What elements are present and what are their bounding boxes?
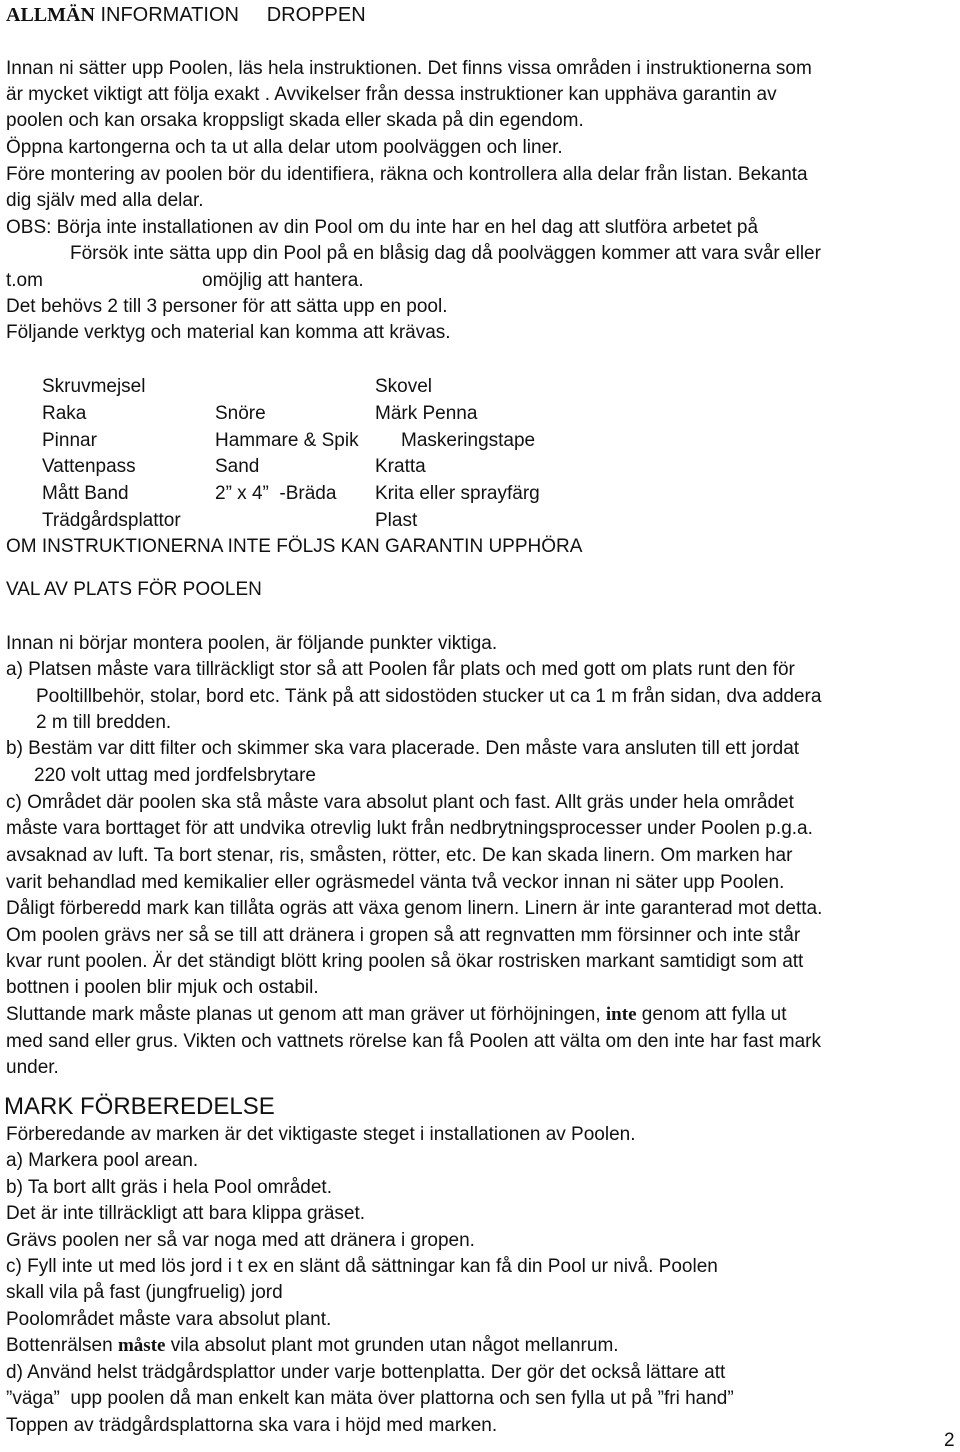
plats-line: bottnen i poolen blir mjuk och ostabil. xyxy=(6,977,319,998)
plats-line: Innan ni börjar montera poolen, är följande punkter viktiga. xyxy=(6,633,498,654)
plats-line: b) Bestäm var ditt filter och skimmer ska vara placerade. Den måste vara ansluten till ett jordat xyxy=(6,738,800,759)
plats-line: a) Platsen måste vara tillräckligt stor så att Poolen får plats och med gott om plats runt den för xyxy=(6,659,795,680)
intro-line: dig själv med alla delar. xyxy=(6,190,204,211)
mark-line: ”väga” upp poolen då man enkelt kan mäta över plattorna och sen fylla ut på ”fri hand” xyxy=(6,1388,734,1409)
intro-line: Före montering av poolen bör du identifiera, räkna och kontrollera alla delar från listan. Bekanta xyxy=(6,164,808,185)
botten-text-b: vila absolut plant mot grunden utan något mellanrum. xyxy=(165,1335,619,1356)
slope-text-bold: inte xyxy=(605,1004,637,1025)
tool-item: 2” x 4” -Bräda xyxy=(215,483,337,504)
mark-line: skall vila på fast (jungfruelig) jord xyxy=(6,1282,283,1303)
intro-line: Öppna kartongerna och ta ut alla delar utom poolväggen och liner. xyxy=(6,137,563,158)
tool-item: Kratta xyxy=(375,456,426,477)
section-title-plats: VAL AV PLATS FÖR POOLEN xyxy=(6,579,262,600)
intro-line: Följande verktyg och material kan komma att krävas. xyxy=(6,322,451,343)
intro-line: poolen och kan orsaka kroppsligt skada eller skada på din egendom. xyxy=(6,110,584,131)
mark-line: c) Fyll inte ut med lös jord i t ex en slänt då sättningar kan få din Pool ur nivå. Poolen xyxy=(6,1256,718,1277)
plats-line: 220 volt uttag med jordfelsbrytare xyxy=(34,765,316,786)
plats-line: kvar runt poolen. Är det ständigt blött kring poolen så ökar rostrisken markant samtidigt som att xyxy=(6,951,804,972)
page-number: 2 xyxy=(944,1430,955,1451)
plats-slope-line xyxy=(6,1004,786,1026)
tool-item: Trädgårdsplattor xyxy=(42,510,181,531)
botten-text-bold: måste xyxy=(117,1335,166,1356)
botten-text-a: Bottenrälsen xyxy=(6,1335,118,1356)
intro-line: Innan ni sätter upp Poolen, läs hela instruktionen. Det finns vissa områden i instruktionerna som xyxy=(6,58,812,79)
plats-line: under. xyxy=(6,1057,59,1078)
mark-line: b) Ta bort allt gräs i hela Pool området. xyxy=(6,1177,332,1198)
tool-item: Snöre xyxy=(215,403,266,424)
tool-item: Skovel xyxy=(375,376,433,397)
slope-text-a: Sluttande mark måste planas ut genom att man gräver ut förhöjningen, xyxy=(6,1004,606,1025)
plats-line: c) Området där poolen ska stå måste vara absolut plant och fast. Allt gräs under hela området xyxy=(6,792,794,813)
mark-line: d) Använd helst trädgårdsplattor under varje bottenplatta. Der gör det också lättare att xyxy=(6,1362,726,1383)
tool-item: Pinnar xyxy=(42,430,97,451)
obs-line-right: omöjlig att hantera. xyxy=(202,270,364,291)
tool-item: Märk Penna xyxy=(375,403,478,424)
header-line xyxy=(6,4,366,26)
section-title-mark: MARK FÖRBEREDELSE xyxy=(4,1093,275,1120)
obs-line: Försök inte sätta upp din Pool på en blåsig dag då poolväggen kommer att vara svår eller xyxy=(70,243,821,264)
obs-line: OBS: Börja inte installationen av din Pool om du inte har en hel dag att slutföra arbetet på xyxy=(6,217,759,238)
tool-item: Krita eller sprayfärg xyxy=(375,483,540,504)
tool-item: Maskeringstape xyxy=(401,430,536,451)
mark-botten-line xyxy=(6,1335,619,1357)
header-rest: INFORMATION DROPPEN xyxy=(94,4,366,26)
tool-item: Skruvmejsel xyxy=(42,376,146,397)
mark-line: Det är inte tillräckligt att bara klippa gräset. xyxy=(6,1203,366,1224)
tool-item: Plast xyxy=(375,510,418,531)
plats-line: varit behandlad med kemikalier eller ogräsmedel vänta två veckor innan ni säter upp Poolen. xyxy=(6,872,785,893)
plats-line: avsaknad av luft. Ta bort stenar, ris, småsten, rötter, etc. De kan skada linern. Om marken har xyxy=(6,845,793,866)
plats-line: Om poolen grävs ner så se till att dränera i gropen så att regnvatten mm försinner och inte står xyxy=(6,925,801,946)
tool-item: Hammare & Spik xyxy=(215,430,359,451)
tool-item: Raka xyxy=(42,403,87,424)
slope-text-b: genom att fylla ut xyxy=(636,1004,787,1025)
plats-line: Dåligt förberedd mark kan tillåta ogräs att växa genom linern. Linern är inte garanterad mot detta. xyxy=(6,898,823,919)
tool-item: Mått Band xyxy=(42,483,129,504)
intro-line: är mycket viktigt att följa exakt . Avvikelser från dessa instruktioner kan upphäva garantin av xyxy=(6,84,777,105)
header-allman: ALLMÄN xyxy=(6,4,95,26)
plats-line: med sand eller grus. Vikten och vattnets rörelse kan få Poolen att välta om den inte har fast mark xyxy=(6,1031,821,1052)
intro-line: Det behövs 2 till 3 personer för att sätta upp en pool. xyxy=(6,296,448,317)
mark-line: a) Markera pool arean. xyxy=(6,1150,199,1171)
plats-line: 2 m till bredden. xyxy=(36,712,172,733)
mark-line: Poolområdet måste vara absolut plant. xyxy=(6,1309,332,1330)
plats-line: måste vara borttaget för att undvika otrevlig lukt från nedbrytningsprocesser under Poolen p.g.a. xyxy=(6,818,813,839)
mark-line: Förberedande av marken är det viktigaste steget i installationen av Poolen. xyxy=(6,1124,636,1145)
mark-line: Grävs poolen ner så var noga med att dränera i gropen. xyxy=(6,1230,475,1251)
tool-item: Sand xyxy=(215,456,260,477)
mark-line: Toppen av trädgårdsplattorna ska vara i höjd med marken. xyxy=(6,1415,498,1436)
tool-item: Vattenpass xyxy=(42,456,136,477)
obs-line-left: t.om xyxy=(6,270,43,291)
warning-text: OM INSTRUKTIONERNA INTE FÖLJS KAN GARANTIN UPPHÖRA xyxy=(6,536,583,557)
plats-line: Pooltillbehör, stolar, bord etc. Tänk på att sidostöden stucker ut ca 1 m från sidan, dva addera xyxy=(36,686,822,707)
